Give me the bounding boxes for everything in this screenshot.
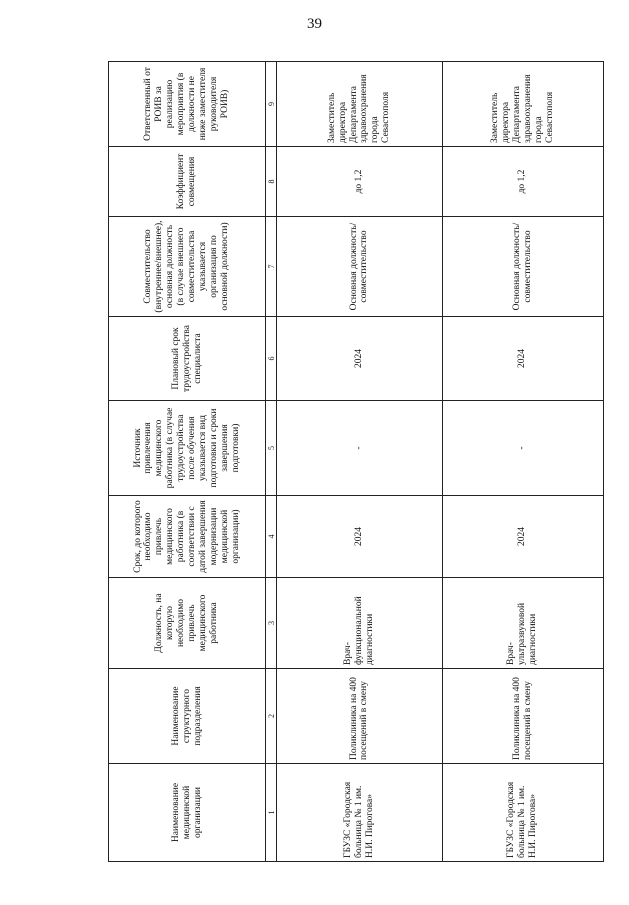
cell-combination: Основная должность/ совместительство [442,217,603,317]
header-source: Источник привлечения медицинского работника (в случае трудоустройства после обучения указывается вид подготовки и сроки завершения подготовки) [109,401,266,496]
cell-source: - [442,401,603,496]
header-position: Должность, на которую необходимо привлечь медицинского работника [109,578,266,669]
cell-responsible: Заместитель директора Департамента здравоохранения города Севастополя [442,62,603,147]
table-row [442,62,603,862]
table-row [277,62,442,862]
column-number: 9 [266,62,277,147]
column-number: 4 [266,496,277,578]
table-header-row [109,62,266,862]
column-number: 3 [266,578,277,669]
cell-coefficient: до 1,2 [277,147,442,217]
staffing-table [108,61,604,862]
header-unit: Наименование структурного подразделения [109,669,266,764]
cell-responsible: Заместитель директора Департамента здравоохранения города Севастополя [277,62,442,147]
cell-planned: 2024 [277,317,442,401]
column-number: 2 [266,669,277,764]
column-number-row [266,62,277,862]
cell-org: ГБУЗС «Городская больница № 1 им. Н.И. Пирогова» [277,764,442,862]
header-responsible: Ответственный от РОИВ за реализацию мероприятия (в должности не ниже заместителя руководителя РОИВ) [109,62,266,147]
header-planned: Плановый срок трудоустройства специалиста [109,317,266,401]
page-number: 39 [307,16,322,32]
header-deadline: Срок, до которого необходимо привлечь медицинского работника (в соответствии с датой завершения модернизации медицинской организации) [109,496,266,578]
cell-deadline: 2024 [277,496,442,578]
header-combination: Совместительство (внутреннее/внешнее), основная должность (в случае внешнего совместительства указывается организация по основной должности) [109,217,266,317]
cell-position: Врач-функциональной диагностики [277,578,442,669]
cell-position: Врач-ультразвуковой диагностики [442,578,603,669]
header-coefficient: Коэффициент совмещения [109,147,266,217]
cell-unit: Поликлиника на 400 посещений в смену [442,669,603,764]
column-number: 8 [266,147,277,217]
rotated-table-container [108,62,604,862]
column-number: 1 [266,764,277,862]
column-number: 7 [266,217,277,317]
column-number: 6 [266,317,277,401]
cell-source: - [277,401,442,496]
column-number: 5 [266,401,277,496]
cell-combination: Основная должность/ совместительство [277,217,442,317]
cell-unit: Поликлиника на 400 посещений в смену [277,669,442,764]
header-org: Наименование медицинской организации [109,764,266,862]
table-wrapper [108,62,604,862]
cell-org: ГБУЗС «Городская больница № 1 им. Н.И. Пирогова» [442,764,603,862]
cell-planned: 2024 [442,317,603,401]
cell-deadline: 2024 [442,496,603,578]
cell-coefficient: до 1,2 [442,147,603,217]
